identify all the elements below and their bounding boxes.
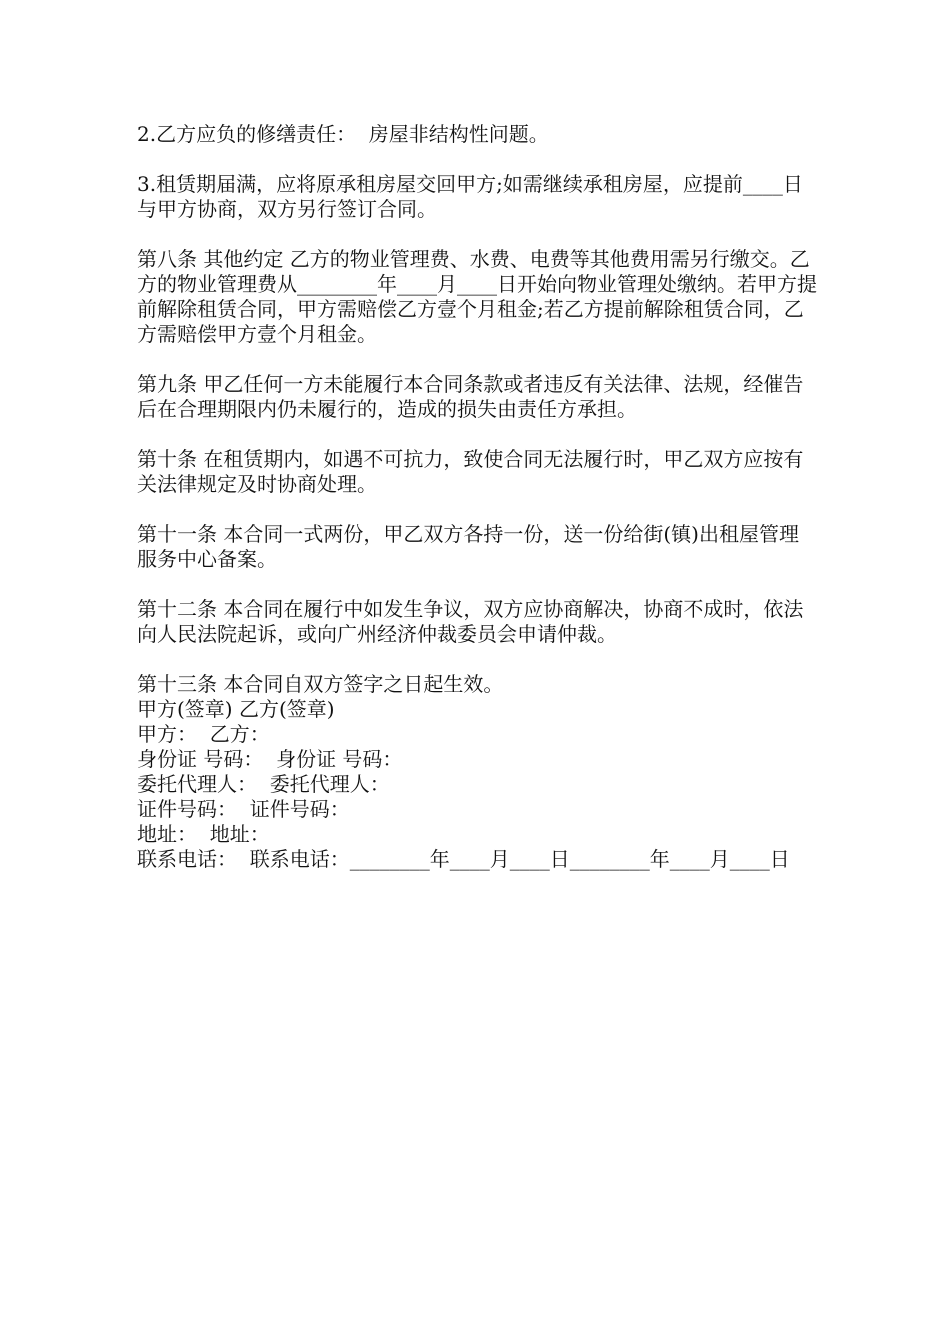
- clause-repair-responsibility: 2.乙方应负的修缮责任： 房屋非结构性问题。: [137, 122, 549, 146]
- signature-block: [137, 672, 817, 872]
- clause-article-8: 第八条 其他约定 乙方的物业管理费、水费、电费等其他费用需另行缴交。乙方的物业管理费从________年____月____日开始向物业管理处缴纳。若甲方提前解除租赁合同，甲方需赔偿乙方壹个月租金;若乙方提前解除租赁合同，乙方需赔偿甲方壹个月租金。: [137, 247, 817, 346]
- clause-article-12: 第十二条 本合同在履行中如发生争议，双方应协商解决，协商不成时，依法向人民法院起诉，或向广州经济仲裁委员会申请仲裁。: [137, 597, 804, 646]
- clause-lease-expiry: 3.租赁期届满，应将原承租房屋交回甲方;如需继续承租房屋，应提前____日 与甲方协商，双方另行签订合同。: [137, 172, 810, 221]
- clause-article-10: 第十条 在租赁期内，如遇不可抗力，致使合同无法履行时，甲乙双方应按有关法律规定及时协商处理。: [137, 447, 804, 496]
- certificate-numbers: 证件号码： 证件号码：: [137, 797, 350, 821]
- clause-article-9: 第九条 甲乙任何一方未能履行本合同条款或者违反有关法律、法规，经催告后在合理期限内仍未履行的，造成的损失由责任方承担。: [137, 372, 804, 421]
- clause-article-11: 第十一条 本合同一式两份，甲乙双方各持一份，送一份给街(镇)出租屋管理服务中心备案。: [137, 522, 799, 571]
- party-names: 甲方： 乙方：: [137, 722, 270, 746]
- agents: 委托代理人： 委托代理人：: [137, 772, 390, 796]
- clause-article-13: 第十三条 本合同自双方签字之日起生效。: [137, 672, 504, 696]
- signature-headers: 甲方(签章) 乙方(签章): [137, 697, 335, 721]
- phones-and-dates: 联系电话： 联系电话：________年____月____日________年____月____日: [137, 847, 790, 871]
- contract-body: [137, 122, 817, 872]
- addresses: 地址： 地址：: [137, 822, 270, 846]
- id-numbers: 身份证 号码： 身份证 号码：: [137, 747, 403, 771]
